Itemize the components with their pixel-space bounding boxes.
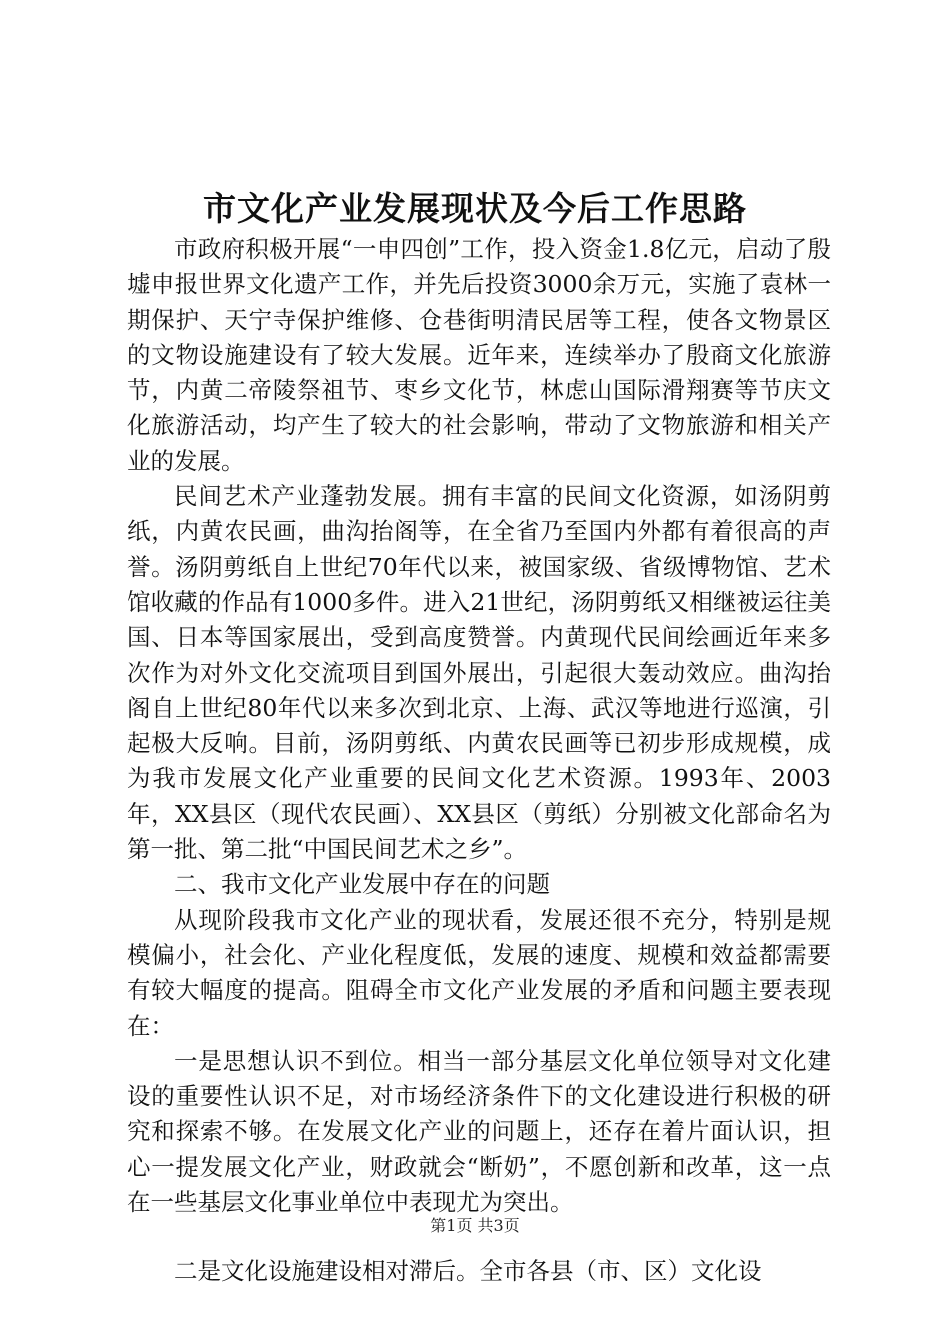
- document-title: 市文化产业发展现状及今后工作思路: [203, 189, 747, 228]
- paragraph-tourism-festivals: 市政府积极开展“一申四创”工作，投入资金1.8亿元，启动了殷墟申报世界文化遗产工作，并先后投资3000余万元，实施了袁林一期保护、天宁寺保护维修、仓巷街明清民居等工程，使各文物景区的文物设施建设有了较大发展。近年来，连续举办了殷商文化旅游节，内黄二帝陵祭祖节、枣乡文化节，林虑山国际滑翔赛等节庆文化旅游活动，均产生了较大的社会影响，带动了文物旅游和相关产业的发展。: [127, 235, 831, 475]
- section-heading-problems: 二、我市文化产业发展中存在的问题: [174, 870, 550, 899]
- document-body: [127, 232, 831, 1290]
- page-number-footer: 第1页 共3页: [430, 1216, 520, 1235]
- paragraph-facilities-issue: 二是文化设施建设相对滞后。全市各县（市、区）文化设: [174, 1257, 762, 1286]
- paragraph-awareness-issue: 一是思想认识不到位。相当一部分基层文化单位领导对文化建设的重要性认识不足，对市场经济条件下的文化建设进行积极的研究和探索不够。在发展文化产业的问题上，还存在着片面认识，担心一提发展文化产业，财政就会“断奶”，不愿创新和改革，这一点在一些基层文化事业单位中表现尤为突出。: [127, 1046, 831, 1217]
- paragraph-current-status: 从现阶段我市文化产业的现状看，发展还很不充分，特别是规模偏小，社会化、产业化程度低，发展的速度、规模和效益都需要有较大幅度的提高。阻碍全市文化产业发展的矛盾和问题主要表现在：: [127, 905, 831, 1040]
- paragraph-folk-art-industry: 民间艺术产业蓬勃发展。拥有丰富的民间文化资源，如汤阴剪纸，内黄农民画，曲沟抬阁等，在全省乃至国内外都有着很高的声誉。汤阴剪纸自上世纪70年代以来，被国家级、省级博物馆、艺术馆收藏的作品有1000多件。进入21世纪，汤阴剪纸又相继被运往美国、日本等国家展出，受到高度赞誉。内黄现代民间绘画近年来多次作为对外文化交流项目到国外展出，引起很大轰动效应。曲沟抬阁自上世纪80年代以来多次到北京、上海、武汉等地进行巡演，引起极大反响。目前，汤阴剪纸、内黄农民画等已初步形成规模，成为我市发展文化产业重要的民间文化艺术资源。1993年、2003年，XX县区（现代农民画）、XX县区（剪纸）分别被文化部命名为第一批、第二批“中国民间艺术之乡”。: [127, 482, 831, 864]
